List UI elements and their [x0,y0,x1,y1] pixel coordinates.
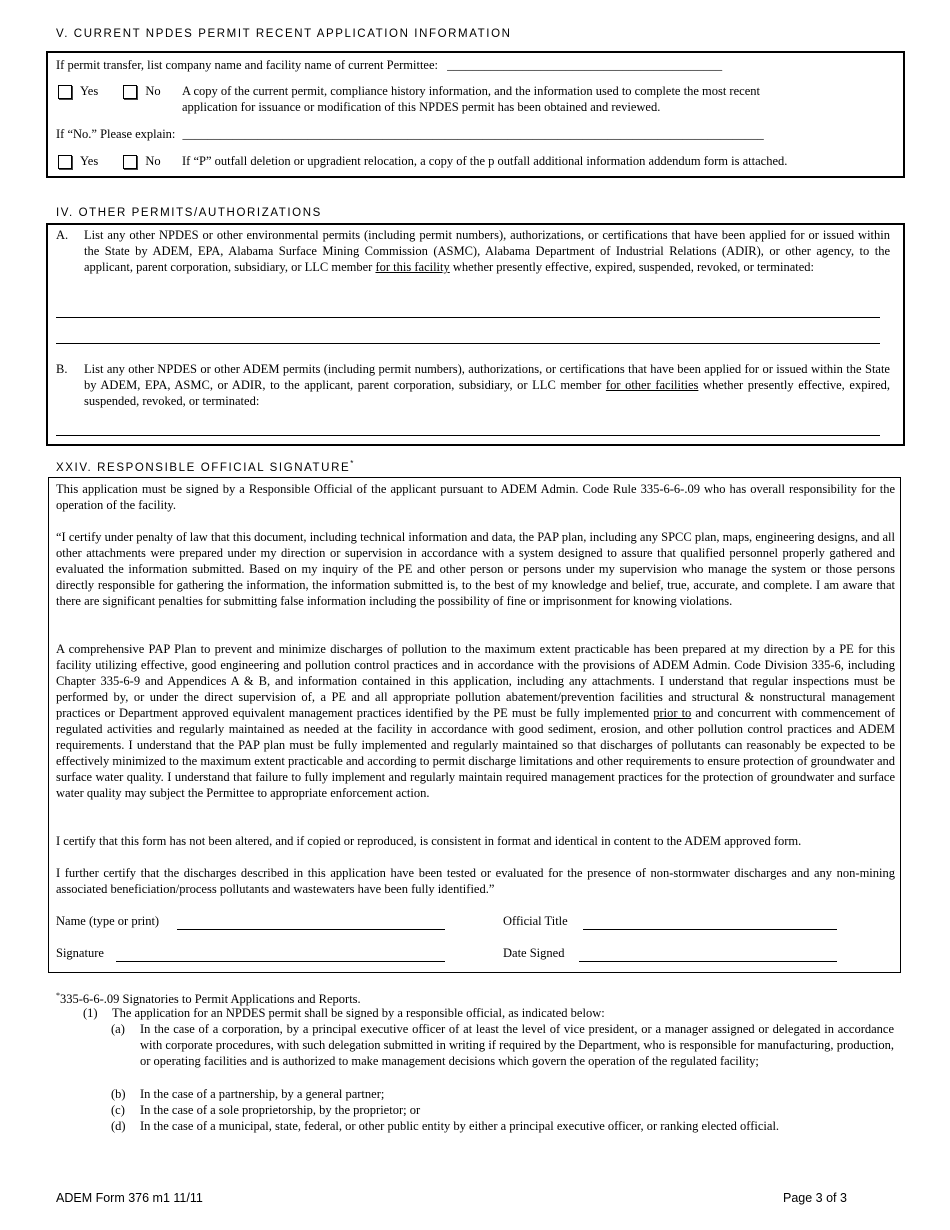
copy-yes-label: Yes [80,84,99,98]
certify-paragraph: “I certify under penalty of law that this document, including technical information and data, the PAP plan, including any SPCC plan, maps, engineering designs, and all other attachments were prepared under my direction or supervision in accordance with a system designed to assure that qualified personnel properly gathered and evaluated the information submitted. Based on my inquiry of the PE and other person or persons under my supervision who manage the system or those persons directly responsible for gathering the information, the information submitted is, to the best of my knowledge and belief, true, accurate, and complete. I am aware that there are significant penalties for submitting false information including the possibility of fine or imprisonment for knowing violations. [56,530,895,608]
pap-underline: prior to [653,706,692,720]
date-signed-field[interactable] [579,961,837,962]
form-id: ADEM Form 376 m1 11/11 [56,1191,203,1205]
section-v-title: V. CURRENT NPDES PERMIT RECENT APPLICATION INFORMATION [56,28,512,40]
footnote-sub-b-label: (b) [111,1087,126,1101]
footnote-sub-c-text: In the case of a sole proprietorship, by the proprietor; or [140,1103,421,1117]
transfer-prompt: If permit transfer, list company name and facility name of current Permittee: [56,58,438,72]
transfer-row [56,57,722,73]
item-b-underline: for other facilities [605,378,699,392]
section-xxiv-footnote-mark: * [350,459,355,468]
item-a-line-2[interactable] [56,343,880,344]
pap-part2: and concurrent with commencement of regulated activities and regularly maintained as needed at the facility in accordance with good sediment, erosion, and other pollution control practices and ADEM requirements. I understand that the PAP plan must be fully implemented and regularly maintained so that discharges of pollutants can reasonably be expected to be effectively minimized to the maximum extent practicable and according to permit discharge limitations and other requirements to ensure protection of groundwater and surface water quality. I understand that failure to fully implement and regularly maintain required management practices for the protection of groundwater and surface water quality may subject the Permittee to appropriate enforcement action. [56,706,895,800]
outfall-yes-checkbox[interactable] [58,155,72,169]
item-b-text [84,361,890,409]
item-a-line-1[interactable] [56,317,880,318]
section-xxiv-title-text: XXIV. RESPONSIBLE OFFICIAL SIGNATURE [56,461,351,474]
item-a-part2: whether presently effective, expired, suspended, revoked, or terminated: [449,260,814,274]
signature-label: Signature [56,946,104,960]
pap-paragraph [56,641,895,801]
footnote-sub-a-label: (a) [111,1022,125,1036]
footnote-mark: * [56,991,60,1000]
section-xxiv-box [48,477,901,973]
copy-text-1: A copy of the current permit, compliance history information, and the information used to complete the most recent [182,84,760,98]
explain-prompt: If “No.” Please explain: [56,127,176,141]
signature-intro: This application must be signed by a Responsible Official of the applicant pursuant to ADEM Admin. Code Rule 335-6-6-.09 who has overall responsibility for the operation of the facility. [56,482,895,512]
item-a-label: A. [56,228,69,242]
copy-yes-row [58,83,161,99]
outfall-text: If “P” outfall deletion or upgradient relocation, a copy of the p outfall additional information addendum form is attached. [182,154,788,168]
unaltered-paragraph: I certify that this form has not been altered, and if copied or reproduced, is consistent in format and identical in content to the ADEM approved form. [56,834,802,848]
section-xxiv-title [56,459,355,474]
transfer-field[interactable]: ____________________________________________ [447,58,723,72]
footnote-sub-c-label: (c) [111,1103,125,1117]
outfall-row [58,153,161,169]
explain-field[interactable]: _____________________________________________________________________________________________ [182,127,764,141]
date-signed-label: Date Signed [503,946,565,960]
outfall-no-checkbox[interactable] [123,155,137,169]
copy-no-label: No [145,84,161,98]
section-v-box [46,51,905,178]
name-field[interactable] [177,929,445,930]
copy-text-2: application for issuance or modification of this NPDES permit has been obtained and reviewed. [182,100,661,114]
further-certify-paragraph: I further certify that the discharges described in this application have been tested or evaluated for the presence of non-stormwater discharges and any non-mining associated beneficiation/process pollutants and wastewaters have been fully identified.” [56,866,895,896]
official-title-label: Official Title [503,914,568,928]
section-iv-title: IV. OTHER PERMITS/AUTHORIZATIONS [56,207,322,219]
copy-no-checkbox[interactable] [123,85,137,99]
item-b-line-1[interactable] [56,435,880,436]
section-iv-box [46,223,905,446]
page-number: Page 3 of 3 [783,1191,847,1205]
outfall-no-label: No [145,154,161,168]
item-b-part2: whether presently effective, expired, suspended, revoked, or terminated: [84,378,890,408]
footnote-sub-d-text: In the case of a municipal, state, federal, or other public entity by either a principal executive officer, or ranking elected official. [140,1119,780,1133]
signature-field[interactable] [116,961,445,962]
name-label: Name (type or print) [56,914,160,928]
footnote-sub-d-label: (d) [111,1119,126,1133]
outfall-yes-label: Yes [80,154,99,168]
footnote-item1-num: (1) [83,1006,98,1020]
official-title-field[interactable] [583,929,837,930]
item-b-part1: List any other NPDES or other ADEM permits (including permit numbers), authorizations, or certifications that have been applied for or issued within the State by ADEM, EPA, ASMC, or ADIR, to the applicant, parent corporation, subsidiary, or LLC member [84,362,890,392]
item-a-part1: List any other NPDES or other environmental permits (including permit numbers), authorizations, or certifications that have been applied for or issued within the State by ADEM, EPA, Alabama Surface Mining Commission (ASMC), Alabama Department of Industrial Relations (ADIR), or other agency, to the applicant, parent corporation, subsidiary, or LLC member [84,228,890,274]
item-b-label: B. [56,362,68,376]
copy-yes-checkbox[interactable] [58,85,72,99]
footnote-heading-text: 335-6-6-.09 Signatories to Permit Applications and Reports. [60,992,361,1007]
footnote-item1-text: The application for an NPDES permit shall be signed by a responsible official, as indicated below: [112,1006,605,1020]
footnote-sub-a-text: In the case of a corporation, by a principal executive officer of at least the level of vice president, or a manager assigned or delegated in accordance with corporate procedures, with such delegation submitted in writing if required by the Department, who is responsible for manufacturing, production, or operating facilities and is authorized to make management decisions which govern the operation of the regulated facility; [140,1022,894,1068]
footnote-sub-b-text: In the case of a partnership, by a general partner; [140,1087,385,1101]
item-a-underline: for this facility [375,260,450,274]
explain-row [56,126,764,142]
pap-part1: A comprehensive PAP Plan to prevent and minimize discharges of pollution to the maximum extent practicable has been prepared at my direction by a PE for this facility utilizing effective, good engineering and pollution control practices and in accordance with the provisions of ADEM Admin. Code Division 335-6, including Chapter 335-6-9 and Appendices A & B, and information contained in this application, including any attachments. I understand that regular inspections must be performed by, or under the direct supervision of, a PE and all appropriate pollution abatement/prevention facilities and structural & nonstructural management practices or Department approved equivalent management practices identified by the PE must be fully implemented [56,642,895,720]
item-a-text [84,227,890,275]
